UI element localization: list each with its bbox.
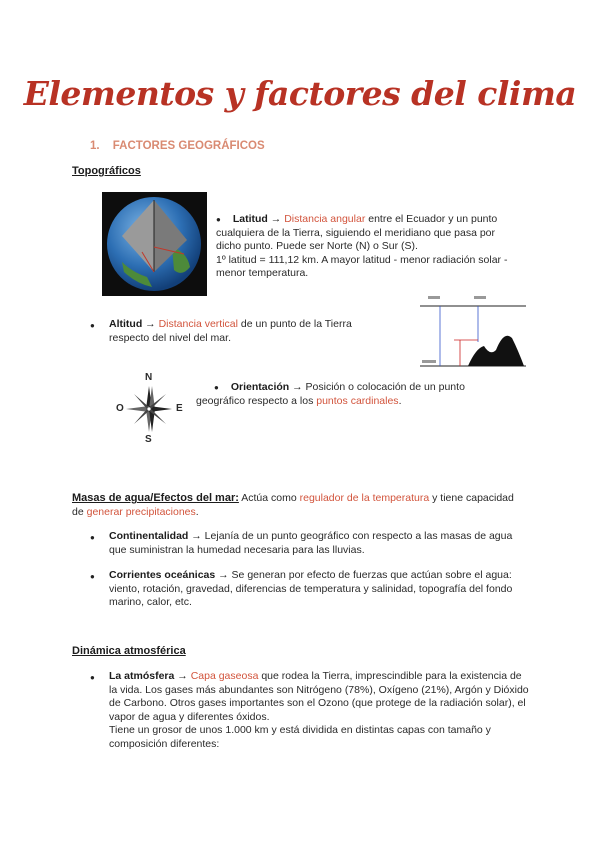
masas-paragraph xyxy=(72,492,522,519)
altitud-label: Altitud xyxy=(109,318,143,330)
masas-highlight-2: generar precipitaciones xyxy=(86,505,196,518)
continentalidad-text: Lejanía de un punto geográfico con respecto a las masas de agua que suministran la humedad necesaria para las lluvias. xyxy=(109,530,513,556)
altitud-text: de un punto de la Tierra respecto del nivel del mar. xyxy=(109,318,352,344)
masas-text-2: y tiene capacidad de xyxy=(72,492,514,518)
compass-north-label: N xyxy=(145,372,153,383)
atmosfera-label: La atmósfera xyxy=(109,670,175,682)
altitude-diagram xyxy=(418,294,528,370)
altitud-item xyxy=(109,318,389,345)
arrow-icon: → xyxy=(270,213,282,225)
atmosfera-line2: Tiene un grosor de unos 1.000 km y está dividida en distintas capas con tamaño y composición diferentes: xyxy=(109,724,491,750)
arrow-icon: → xyxy=(145,318,156,330)
latitud-item xyxy=(216,213,522,281)
arrow-icon: → xyxy=(292,381,303,393)
compass-west-label: O xyxy=(116,403,124,414)
globe-latitude-image xyxy=(102,192,207,296)
subheading-masas: Masas de agua/Efectos del mar: xyxy=(72,492,239,504)
latitud-text: entre el Ecuador y un punto cualquiera de la Tierra, siguiendo el meridiano que pasa por dicho punto. Puede ser Norte (N) o Sur (S). xyxy=(216,213,498,252)
atmosfera-text: que rodea la Tierra, imprescindible para la existencia de la vida. Los gases más abundantes son Nitrógeno (78%), Oxígeno (21%), Argón y Dióxido de Carbono. Otros gases importantes son el Ozono (que protege de la radiación solar), el vapor de agua y diferentes óxidos. xyxy=(109,670,529,723)
orientacion-end: . xyxy=(398,394,402,407)
atmosfera-highlight: Capa gaseosa xyxy=(190,670,259,682)
masas-text-1: Actúa como xyxy=(238,492,300,504)
subheading-topograficos: Topográficos xyxy=(72,165,141,177)
masas-highlight-1: regulador de la temperatura xyxy=(299,492,430,504)
latitud-highlight: Distancia angular xyxy=(284,213,366,225)
compass-south-label: S xyxy=(145,434,152,445)
corrientes-label: Corrientes oceánicas xyxy=(109,569,216,581)
bullet-icon: ● xyxy=(214,383,219,392)
latitud-line2: 1º latitud = 111,12 km. A mayor latitud - menor radiación solar - menor temperatura. xyxy=(216,253,508,279)
orientacion-text: Posición o colocación de un punto geográfico respecto a los xyxy=(196,381,465,407)
arrow-icon: → xyxy=(177,670,188,682)
corrientes-text: Se generan por efecto de fuerzas que actúan sobre el agua: viento, rotación, gravedad, diferencias de temperatura y salinidad, topografía del fondo marino, calor, etc. xyxy=(109,569,513,608)
section-heading xyxy=(90,140,265,152)
continentalidad-label: Continentalidad xyxy=(109,530,189,542)
masas-text-3: . xyxy=(195,505,199,518)
section-title: FACTORES GEOGRÁFICOS xyxy=(112,140,265,152)
latitud-label: Latitud xyxy=(232,213,268,225)
corrientes-item xyxy=(109,569,529,610)
altitud-highlight: Distancia vertical xyxy=(158,318,238,330)
arrow-icon: → xyxy=(191,530,202,542)
atmosfera-item xyxy=(109,670,529,751)
subheading-dinamica: Dinámica atmosférica xyxy=(72,645,186,657)
orientacion-label: Orientación xyxy=(230,381,290,393)
section-number: 1. xyxy=(90,140,100,152)
bullet-icon: ● xyxy=(216,215,221,224)
orientacion-highlight: puntos cardinales xyxy=(316,394,399,407)
compass-rose-image xyxy=(112,372,192,446)
compass-east-label: E xyxy=(176,403,183,414)
orientacion-item xyxy=(196,381,496,408)
continentalidad-item xyxy=(109,530,519,557)
page-title: Elementos y factores del clima xyxy=(23,74,577,113)
arrow-icon: → xyxy=(218,569,229,581)
